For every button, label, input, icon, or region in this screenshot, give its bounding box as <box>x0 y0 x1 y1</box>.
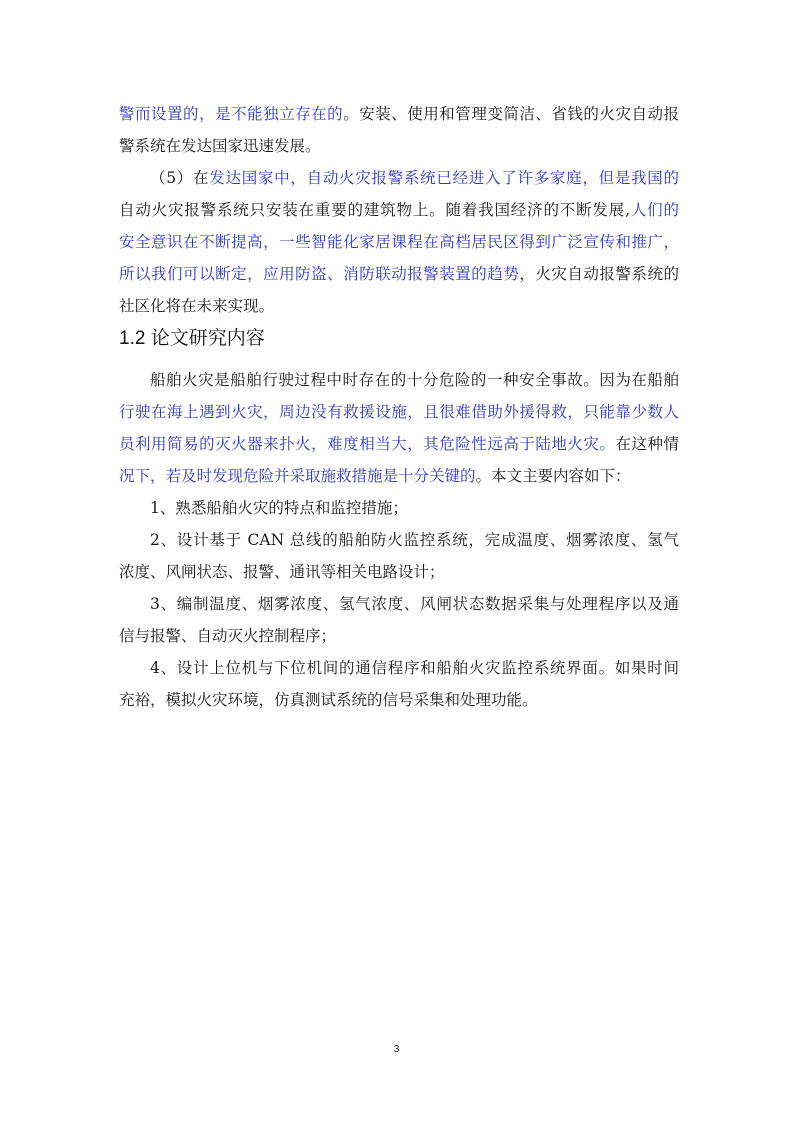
highlighted-text: 警而设置的，是不能独立存在的 <box>119 105 344 123</box>
body-text: ，火灾自动报警系统的 <box>519 265 679 283</box>
body-text: 在这种情 <box>615 435 679 453</box>
paragraph-a-line-1 <box>119 98 679 130</box>
paragraph-c-line-4 <box>119 460 679 492</box>
list-item-3-line-2: 信与报警、自动灭火控制程序； <box>119 627 337 645</box>
body-text: （5）在 <box>150 169 210 187</box>
body-text: 自动火灾报警系统只安装在重要的建筑物上。随着我国经济的不断发展, <box>119 201 631 219</box>
page-number: 3 <box>393 1044 400 1055</box>
paragraph-b-line-1 <box>119 162 679 194</box>
highlighted-text: 发达国家中，自动火灾报警系统已经进入了许多家庭，但是我国的 <box>209 169 679 187</box>
list-item-2-line-1: 2、设计基于 CAN 总线的船舶防火监控系统，完成温度、烟雾浓度、氢气 <box>150 531 679 549</box>
section-heading: 1.2 论文研究内容 <box>119 328 265 349</box>
highlighted-text: 况下，若及时发现危险并采取施救措施是十分关键的 <box>119 467 476 485</box>
paragraph-b-line-2 <box>119 194 679 226</box>
highlighted-text: 人们的 <box>630 201 679 219</box>
paragraph-b-line-3: 安全意识在不断提高，一些智能化家居课程在高档居民区得到广泛宣传和推广， <box>119 233 679 251</box>
paragraph-c-line-2: 行驶在海上遇到火灾，周边没有救援设施，且很难借助外援得救，只能靠少数人 <box>119 403 679 421</box>
list-item-1: 1、熟悉船舶火灾的特点和监控措施； <box>150 499 408 517</box>
paragraph-a-line-2: 警系统在发达国家迅速发展。 <box>119 137 321 155</box>
list-item-3-line-1: 3、编制温度、烟雾浓度、氢气浓度、风闸状态数据采集与处理程序以及通 <box>150 595 679 613</box>
paragraph-b-line-5: 社区化将在未来实现。 <box>119 297 275 315</box>
highlighted-text: 员利用简易的灭火器来扑火，难度相当大，其危险性远高于陆地火灾。 <box>119 435 616 453</box>
page-content <box>119 98 679 716</box>
highlighted-text: 所以我们可以断定，应用防盗、消防联动报警装置的趋势 <box>119 265 520 283</box>
paragraph-c-line-1: 船舶火灾是船舶行驶过程中时存在的十分危险的一种安全事故。因为在船舶 <box>150 371 679 389</box>
list-item-2-line-2: 浓度、风闸状态、报警、通讯等相关电路设计； <box>119 563 445 581</box>
body-text: 。本文主要内容如下： <box>475 467 631 485</box>
list-item-4-line-1: 4、设计上位机与下位机间的通信程序和船舶火灾监控系统界面。如果时间 <box>150 659 679 677</box>
list-item-4-line-2: 充裕，模拟火灾环境，仿真测试系统的信号采集和处理功能。 <box>119 691 538 709</box>
paragraph-c-line-3 <box>119 428 679 460</box>
paragraph-b-line-4 <box>119 258 679 290</box>
body-text: 。安装、使用和管理变简洁、省钱的火灾自动报 <box>343 105 679 123</box>
